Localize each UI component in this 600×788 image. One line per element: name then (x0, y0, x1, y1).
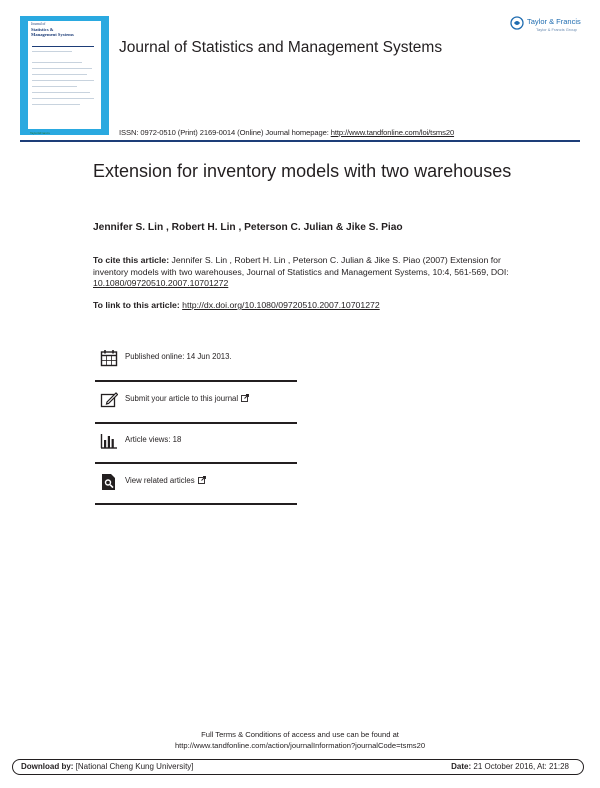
submit-article-row[interactable] (95, 384, 297, 426)
citation-block (93, 255, 513, 290)
terms-link[interactable]: http://www.tandfonline.com/action/journalInformation?journalCode=tsms20 (174, 741, 426, 750)
info-divider (95, 503, 297, 505)
published-online-text: Published online: 14 Jun 2013. (125, 352, 232, 361)
bar-chart-icon (100, 432, 118, 450)
external-link-icon (241, 394, 249, 402)
cite-label: To cite this article: (93, 255, 170, 265)
cite-doi-link[interactable]: 10.1080/09720510.2007.10701272 (93, 278, 229, 289)
cover-publisher-mark: Taylor&Francis (30, 131, 50, 135)
download-date: Date: 21 October 2016, At: 21:28 (451, 762, 569, 771)
info-divider (95, 422, 297, 424)
info-divider (95, 380, 297, 382)
download-by: Download by: [National Cheng Kung University] (21, 762, 194, 771)
article-title: Extension for inventory models with two warehouses (93, 161, 512, 181)
cite-text: Jennifer S. Lin , Robert H. Lin , Peterson C. Julian & Jike S. Piao (2007) Extension for inventory models with two warehouses, Journal of Statistics and Management Systems, 10:4, 561-569, DOI: (93, 255, 509, 277)
cover-page (28, 21, 101, 135)
journal-cover (20, 16, 109, 135)
article-link-line (93, 300, 380, 310)
related-articles-row[interactable] (95, 466, 297, 508)
cover-title: Journal of Statistics & Management Systems (31, 22, 74, 38)
journal-title: Journal of Statistics and Management Systems (119, 39, 443, 56)
article-authors: Jennifer S. Lin , Robert H. Lin , Peterson C. Julian & Jike S. Piao (93, 222, 403, 233)
issn-text: ISSN: 0972-0510 (Print) 2169-0014 (Online) Journal homepage: (119, 128, 331, 137)
issn-line (119, 128, 454, 137)
journal-homepage-link[interactable]: http://www.tandfonline.com/loi/tsms20 (330, 128, 455, 137)
article-doi-link[interactable]: http://dx.doi.org/10.1080/09720510.2007.10701272 (182, 300, 380, 310)
info-divider (95, 462, 297, 464)
publisher-name: Taylor & Francis (527, 17, 581, 26)
edit-icon (100, 391, 118, 409)
submit-article-link[interactable]: Submit your article to this journal (125, 394, 249, 403)
article-views-row (95, 425, 297, 467)
publisher-tagline: Taylor & Francis Group (536, 27, 577, 32)
header-divider (20, 140, 580, 142)
article-views-text: Article views: 18 (125, 435, 182, 444)
calendar-icon (100, 349, 118, 367)
published-online-row (95, 342, 297, 384)
publisher-logo-icon (510, 16, 524, 30)
download-info-bar (12, 759, 584, 775)
external-link-icon (198, 476, 206, 484)
terms-notice (0, 729, 600, 751)
link-label: To link to this article: (93, 300, 183, 310)
search-document-icon (100, 473, 118, 491)
terms-line: Full Terms & Conditions of access and use can be found at (201, 730, 399, 739)
related-articles-link[interactable]: View related articles (125, 476, 206, 485)
publisher-logo[interactable] (510, 16, 588, 38)
